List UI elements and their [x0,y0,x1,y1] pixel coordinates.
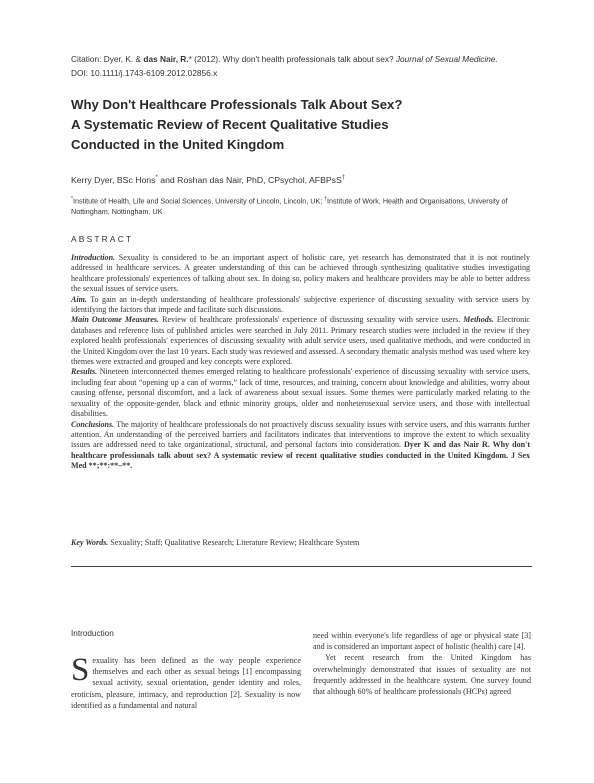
intro-paragraph-1 [71,652,301,711]
label-aim: Aim. [71,294,87,304]
text-aim: To gain an in-depth understanding of healthcare professionals' subjective experience of discussing sexuality with service users by identifying the factors that impede and facilitate such discussions. [71,294,530,315]
citation-bold-author: das Nair, R. [143,54,189,64]
author-1-mark: * [155,175,158,182]
text-methods: Electronic databases and reference lists of published articles were searched in July 2011. Primary research studies were included in the review if they explored health professionals' experiences of discussing sexuality with adult service users, used qualitative methods, and were conducted in the United Kingdom over the last 10 years. Each study was reviewed and assessed. A secondary thematic analysis method was used where key themes were extracted and grouped and key concepts were explored. [71,315,530,367]
abstract-main-outcome [71,315,530,367]
affiliation-1: Institute of Health, Life and Social Sciences, University of Lincoln, Lincoln, UK; [72,196,325,206]
citation [71,52,556,80]
paper-title [71,95,531,155]
keywords-text: Sexuality; Staff; Qualitative Research; Literature Review; Healthcare System [108,538,360,547]
author-2: Roshan das Nair, PhD, CPsychol, AFBPsS [177,175,342,185]
keywords-label: Key Words. [71,538,109,547]
author-2-mark: † [341,175,346,182]
drop-cap: S [71,652,90,688]
affil-2-mark: † [324,196,328,202]
author-separator: and [157,175,178,185]
text-introduction: Sexuality is considered to be an important aspect of holistic care, yet research has demonstrated that it is not routinely addressed in healthcare services. A greater understanding of this can be achieved through synthesizing qualitative studies investigating healthcare professionals' experiences of talking about sex. In doing so, policy makers and healthcare providers may be able to better address the sexual issues of service users. [71,253,530,294]
column-left [71,652,301,711]
label-methods: Methods. [463,315,494,325]
abstract-heading: ABSTRACT [71,234,134,244]
label-conclusions: Conclusions. [71,419,115,429]
abstract-body [71,253,530,472]
title-line-1: Why Don't Healthcare Professionals Talk About Sex? [71,97,403,112]
author-1: Kerry Dyer, BSc Hons [71,175,156,185]
citation-reference: Dyer K and das Nair R. Why don't healthcare professionals talk about sex? A systematic review of recent qualitative studies conducted in the United Kingdom. J Sex Med **;**:**–**. [71,440,530,471]
intro-text-1: exuality has been defined as the way people experience themselves and each other as sexual beings [1] encompassing sexual activity, sexual orientation, gender identity and roles, eroticism, pleasure, intimacy, and reproduction [2]. Sexuality is now identified as a fundamental and natural [71,656,301,710]
intro-paragraph-2: need within everyone's life regardless of age or physical state [3] and is considered an important aspect of holistic (health) care [4]. [313,631,531,652]
citation-text: * (2012). Why don't health professionals talk about sex? [188,54,396,64]
abstract-aim [71,295,530,316]
label-main-outcome: Main Outcome Measures. [71,315,160,325]
abstract-results [71,367,530,419]
label-introduction: Introduction. [71,253,116,262]
citation-doi: DOI: 10.1111/j.1743-6109.2012.02856.x [71,68,218,78]
affiliations [71,194,531,217]
citation-journal: Journal of Sexual Medicine. [395,54,498,64]
section-divider [71,566,532,567]
keywords [71,538,530,547]
citation-prefix: Citation: Dyer, K. & [71,54,144,64]
affil-1-mark: * [71,196,73,202]
title-line-3: Conducted in the United Kingdom [71,137,285,152]
text-main-outcome: Review of healthcare professionals' experience of discussing sexuality with service users. [159,315,461,325]
abstract-conclusions [71,420,530,472]
label-results: Results. [71,367,98,377]
citation-line [71,52,556,66]
title-line-2: A Systematic Review of Recent Qualitative Studies [71,117,389,132]
text-conclusions: The majority of healthcare professionals do not proactively discuss sexuality issues with service users, and this warrants further attention. An understanding of the perceived barriers and facilitators indicates that interventions to improve the extent to which sexuality issues are addressed need to take organizational, structural, and personal factors into consideration. [71,419,530,450]
column-right [313,630,531,697]
introduction-heading: Introduction [71,629,114,638]
intro-paragraph-3: Yet recent research from the United Kingdom has overwhelmingly demonstrated that issues of sexuality are not frequently addressed in the healthcare system. One survey found that although 60% of healthcare professionals (HCPs) agreed [313,653,531,697]
authors [71,175,531,185]
abstract-introduction [71,253,530,295]
affiliation-2: Institute of Work, Health and Organisations, University of Nottingham, Nottingham, UK [71,196,508,216]
text-results: Nineteen interconnected themes emerged relating to healthcare professionals' experience of discussing sexuality with service users, including fear about “opening up a can of worms,” lack of time, resources, and training, concern about knowledge and abilities, worry about causing offense, personal discomfort, and a lack of awareness about sexual issues. Some themes were particularly marked relating to the sexuality of the opposite-gender, black and ethnic minority groups, older and nonheterosexual service users, and those with intellectual disabilities. [71,367,530,419]
